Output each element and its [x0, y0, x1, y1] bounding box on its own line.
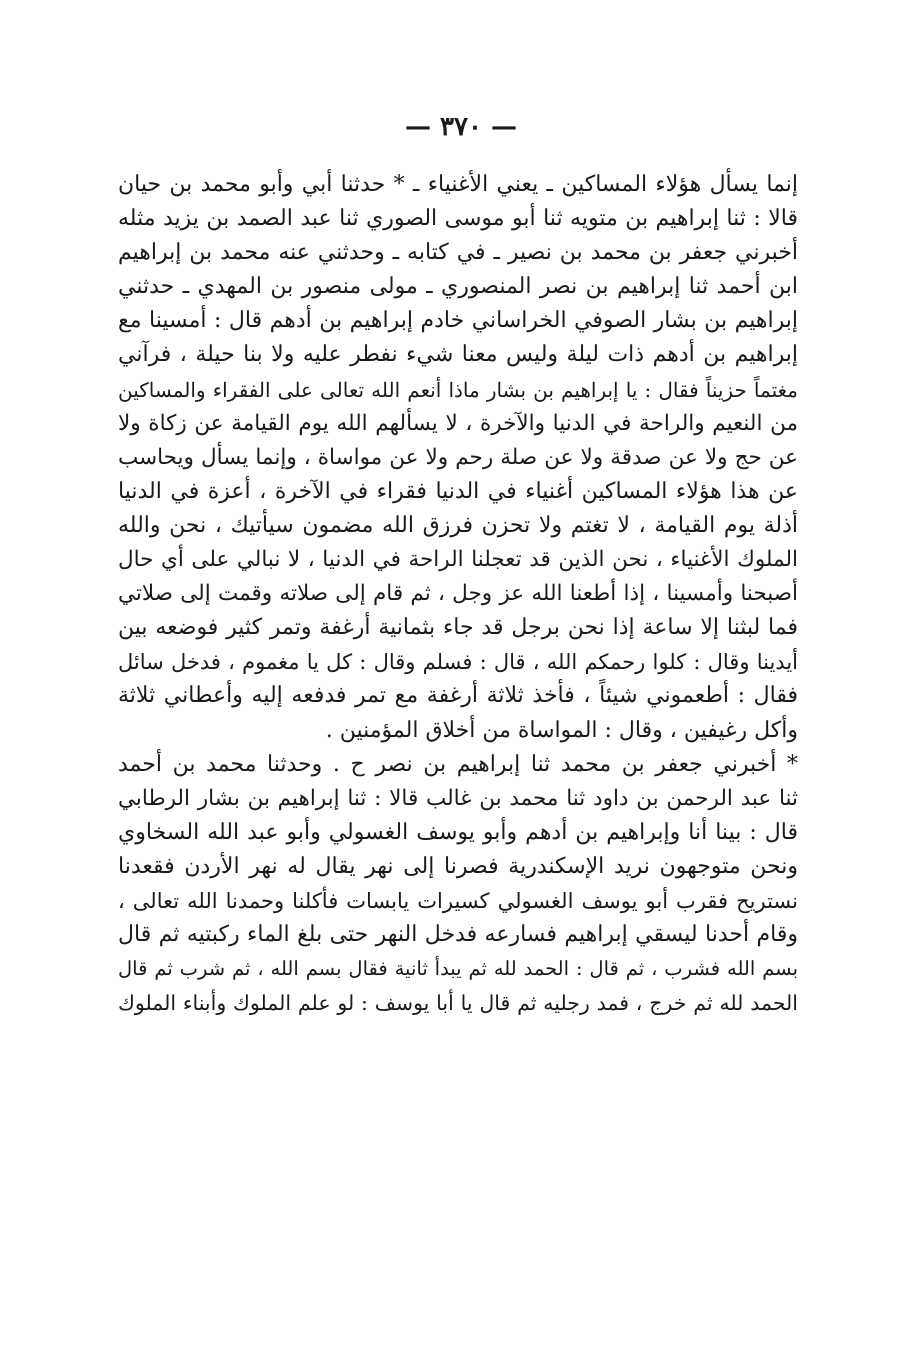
text-line: أخبرني جعفر بن محمد بن نصير ـ في كتابه ـ وحدثني عنه محمد بن إبراهيم [118, 240, 798, 266]
text-line: فما لبثنا إلا ساعة إذا نحن برجل قد جاء بثمانية أرغفة وتمر كثير فوضعه بين [118, 615, 798, 641]
text-line: ثنا عبد الرحمن بن داود ثنا محمد بن غالب قالا : ثنا إبراهيم بن بشار الرطابي [118, 785, 798, 811]
text-line: الملوك الأغنياء ، نحن الذين قد تعجلنا الراحة في الدنيا ، لا نبالي على أي حال [118, 547, 798, 573]
text-line: قالا : ثنا إبراهيم بن متويه ثنا أبو موسى الصوري ثنا عبد الصمد بن يزيد مثله [118, 206, 798, 232]
text-line: وقام أحدنا ليسقي إبراهيم فسارعه فدخل النهر حتى بلغ الماء ركبتيه ثم قال [118, 922, 798, 948]
text-line: من النعيم والراحة في الدنيا والآخرة ، لا يسألهم الله يوم القيامة عن زكاة ولا [118, 410, 798, 436]
page-number: — ٣٧٠ — [404, 112, 518, 142]
text-line: أصبحنا وأمسينا ، إذا أطعنا الله عز وجل ، ثم قام إلى صلاته وقمت إلى صلاتي [118, 581, 798, 607]
text-line: * أخبرني جعفر بن محمد ثنا إبراهيم بن نصر ح . وحدثنا محمد بن أحمد [118, 751, 798, 777]
text-line: الحمد لله ثم خرج ، فمد رجليه ثم قال يا أبا يوسف : لو علم الملوك وأبناء الملوك [118, 991, 798, 1016]
text-line: ونحن متوجهون نريد الإسكندرية فصرنا إلى نهر يقال له نهر الأردن فقعدنا [118, 853, 798, 879]
text-line: ابن أحمد ثنا إبراهيم بن نصر المنصوري ـ مولى منصور بن المهدي ـ حدثني [118, 274, 798, 300]
text-line: إنما يسأل هؤلاء المساكين ـ يعني الأغنياء ـ * حدثنا أبي وأبو محمد بن حيان [118, 172, 798, 197]
text-line: أيدينا وقال : كلوا رحمكم الله ، قال : فسلم وقال : كل يا مغموم ، فدخل سائل [118, 650, 798, 675]
text-line: أذلة يوم القيامة ، لا تغتم ولا تحزن فرزق الله مضمون سيأتيك ، نحن والله [118, 512, 798, 538]
text-line: عن حج ولا عن صدقة ولا عن صلة رحم ولا عن مواساة ، وإنما يسأل ويحاسب [118, 444, 798, 470]
text-line: قال : بينا أنا وإبراهيم بن أدهم وأبو يوسف الغسولي وأبو عبد الله السخاوي [118, 819, 798, 845]
text-line: إبراهيم بن بشار الصوفي الخراساني خادم إبراهيم بن أدهم قال : أمسينا مع [118, 308, 798, 334]
text-line: بسم الله فشرب ، ثم قال : الحمد لله ثم يبدأ ثانية فقال بسم الله ، ثم شرب ثم قال [118, 957, 798, 981]
text-line: فقال : أطعموني شيئاً ، فأخذ ثلاثة أرغفة مع تمر فدفعه إليه وأعطاني ثلاثة [118, 683, 798, 709]
text-line: إبراهيم بن أدهم ذات ليلة وليس معنا شيء نفطر عليه ولا بنا حيلة ، فرآني [118, 342, 798, 368]
text-line: نستريح فقرب أبو يوسف الغسولي كسيرات يابسات فأكلنا وحمدنا الله تعالى ، [118, 888, 798, 913]
text-line: وأكل رغيفين ، وقال : المواساة من أخلاق المؤمنين . [325, 717, 798, 743]
text-line: عن هذا هؤلاء المساكين أغنياء في الدنيا فقراء في الآخرة ، أعزة في الدنيا [118, 478, 798, 504]
body-text [118, 168, 798, 1020]
text-line: مغتماً حزيناً فقال : يا إبراهيم بن بشار ماذا أنعم الله تعالى على الفقراء والمساكين [118, 377, 798, 402]
